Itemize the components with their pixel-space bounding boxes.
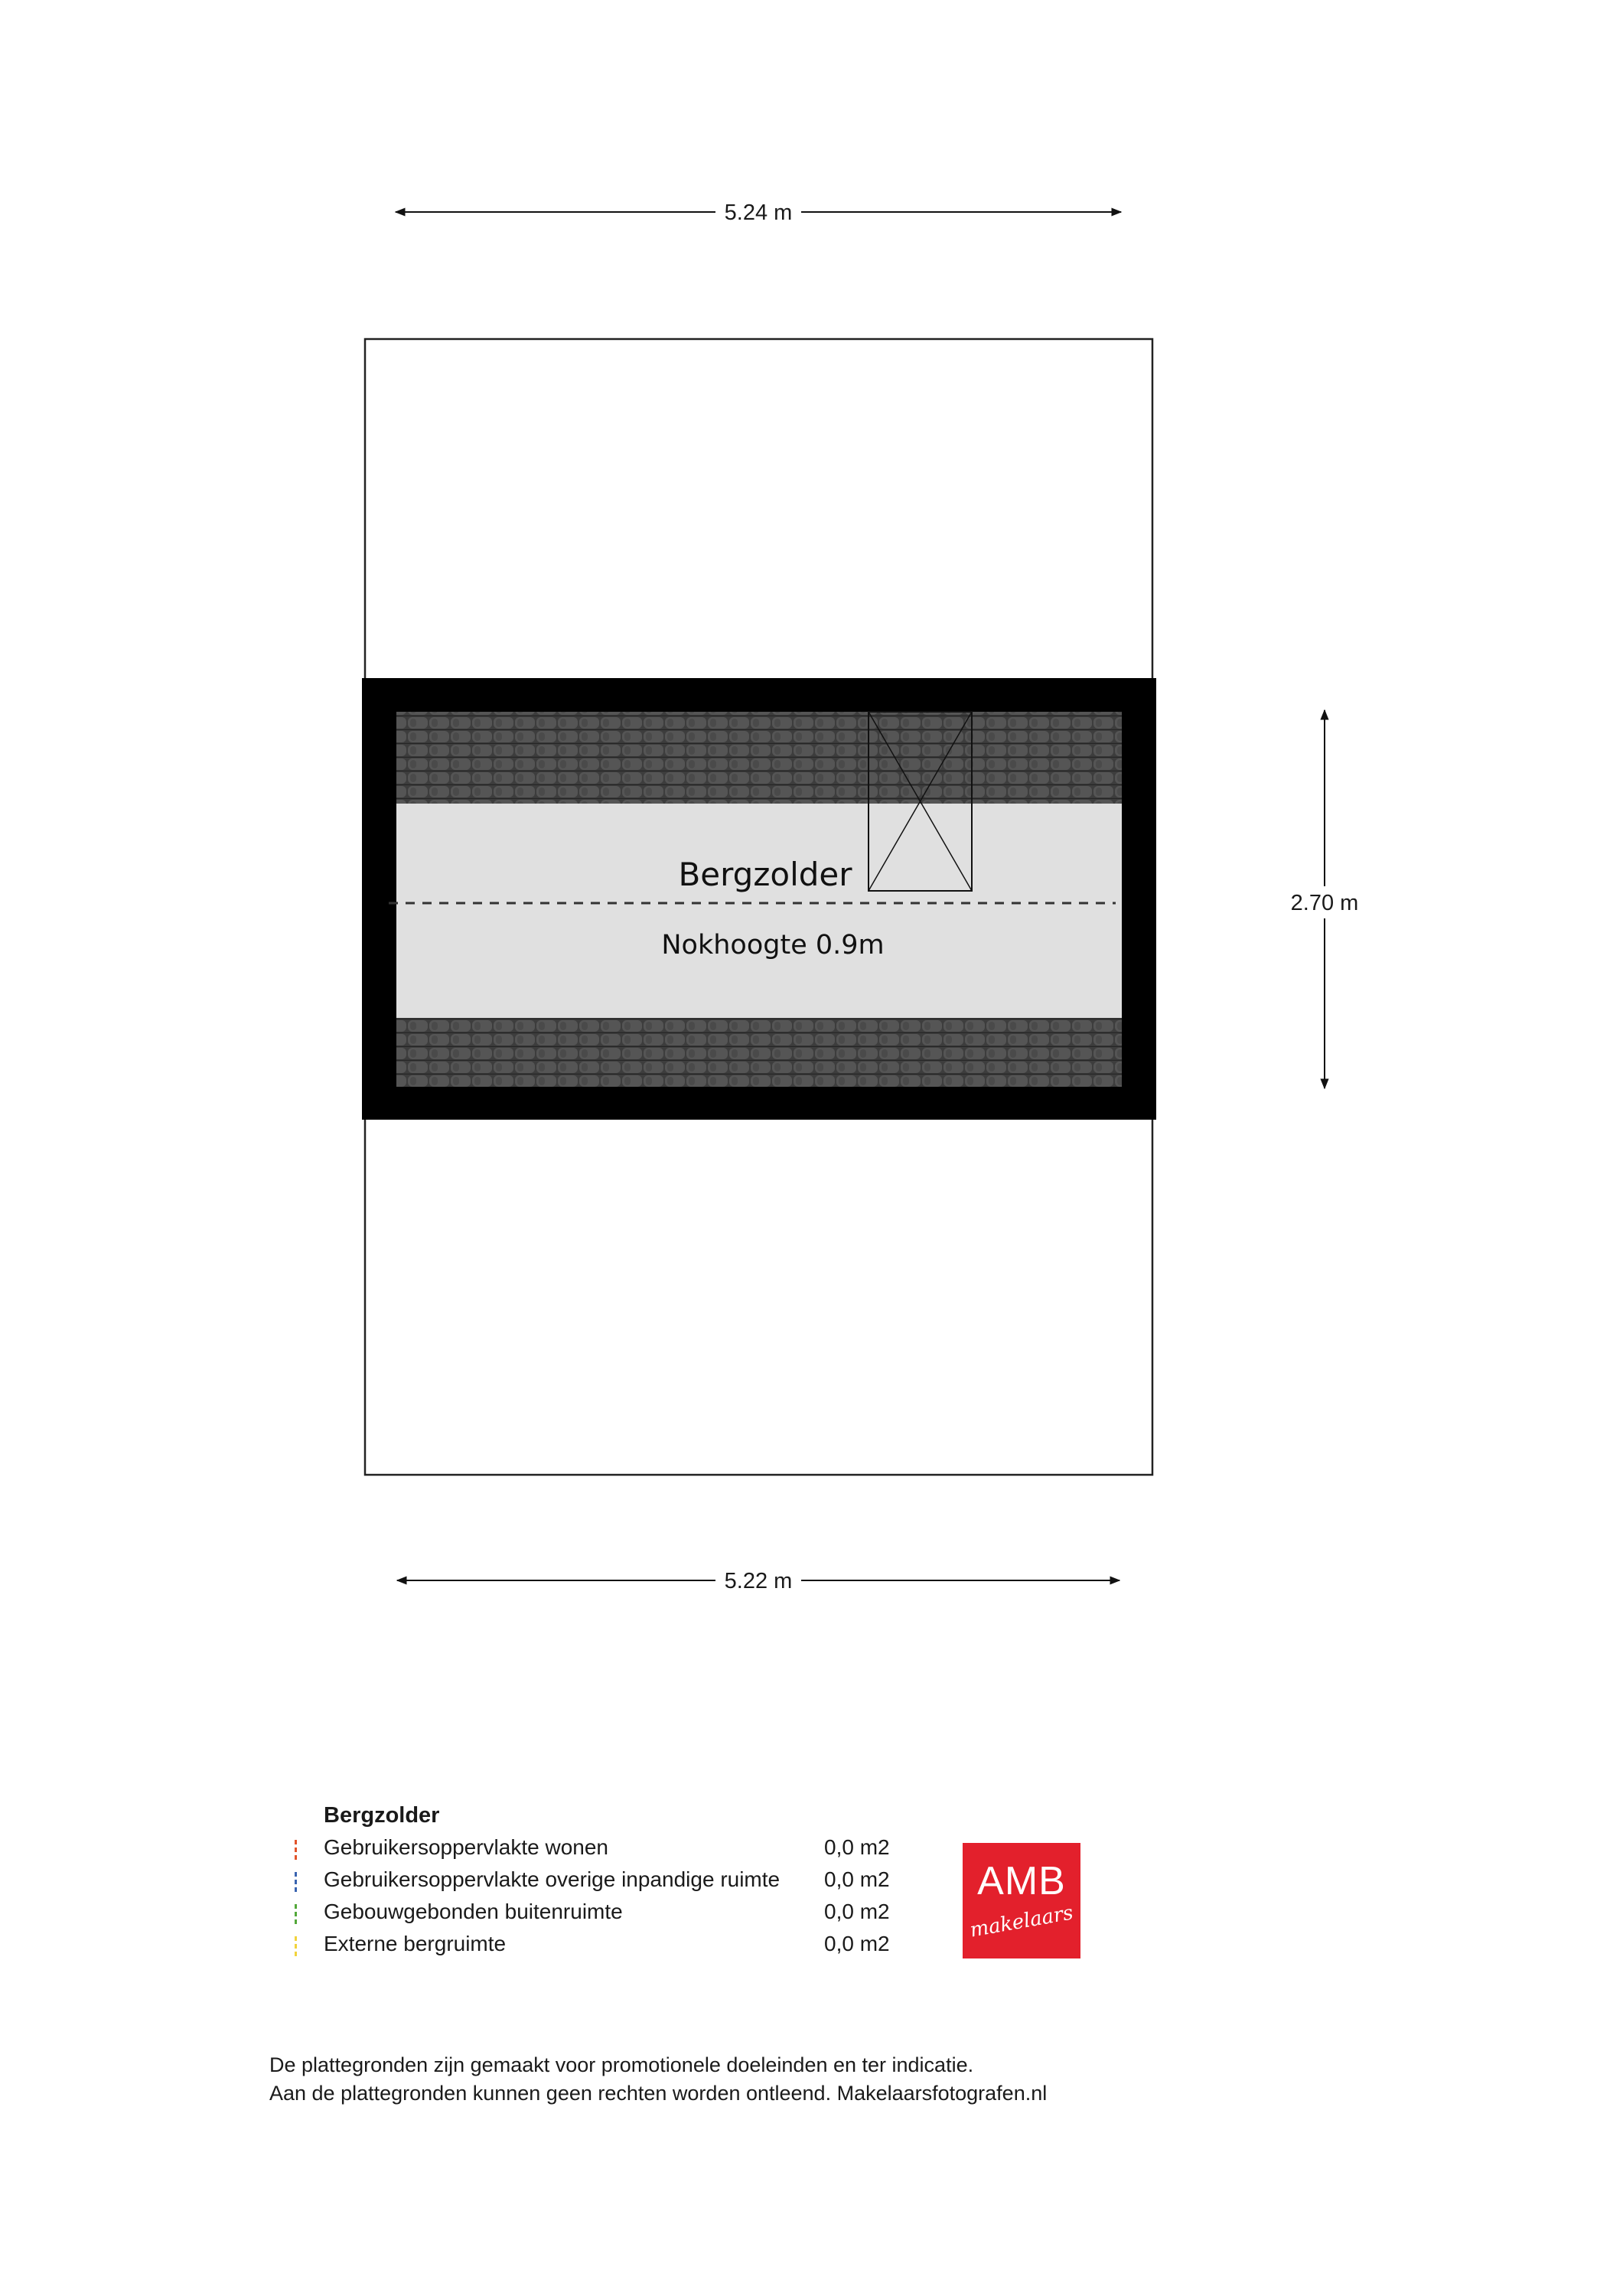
legend-row bbox=[287, 1867, 899, 1900]
legend-swatch bbox=[295, 1840, 297, 1860]
disclaimer-line: De plattegronden zijn gemaakt voor promotionele doeleinden en ter indicatie. bbox=[269, 2053, 974, 2076]
dimension-top bbox=[396, 201, 1121, 225]
dimension-bottom-label: 5.22 m bbox=[724, 1569, 793, 1593]
legend-label: Gebruikersoppervlakte wonen bbox=[324, 1835, 608, 1859]
legend-value: 0,0 m2 bbox=[824, 1867, 890, 1891]
dimension-top-label: 5.24 m bbox=[724, 201, 793, 225]
roof-tiles-top bbox=[396, 712, 1122, 804]
disclaimer bbox=[269, 2051, 1047, 2108]
disclaimer-line: Aan de plattegronden kunnen geen rechten worden ontleend. Makelaarsfotografen.nl bbox=[269, 2082, 1048, 2105]
legend-row bbox=[287, 1932, 899, 1964]
dimension-right bbox=[1291, 710, 1359, 1088]
legend-row bbox=[287, 1900, 899, 1932]
legend-label: Gebouwgebonden buitenruimte bbox=[324, 1900, 623, 1923]
legend-value: 0,0 m2 bbox=[824, 1835, 890, 1859]
legend-swatch bbox=[295, 1936, 297, 1956]
legend-value: 0,0 m2 bbox=[824, 1900, 890, 1923]
attic-floor bbox=[396, 804, 1122, 1018]
attic-room bbox=[362, 678, 1156, 1120]
legend-swatch bbox=[295, 1904, 297, 1924]
logo-main-text: AMB bbox=[977, 1859, 1066, 1903]
dimension-bottom bbox=[397, 1569, 1119, 1593]
logo-sub-text: makelaars bbox=[968, 1901, 1075, 1942]
legend-label: Gebruikersoppervlakte overige inpandige ruimte bbox=[324, 1867, 781, 1891]
legend-row bbox=[287, 1835, 899, 1867]
room-name: Bergzolder bbox=[678, 856, 852, 893]
legend-title: Bergzolder bbox=[324, 1803, 440, 1828]
roof-tiles-bottom bbox=[396, 1018, 1122, 1087]
legend-value: 0,0 m2 bbox=[824, 1932, 890, 1955]
ridge-height-label: Nokhoogte 0.9m bbox=[661, 930, 885, 960]
legend-swatch bbox=[295, 1872, 297, 1892]
amb-makelaars-logo bbox=[963, 1843, 1080, 1958]
legend-label: Externe bergruimte bbox=[324, 1932, 507, 1955]
dimension-right-label: 2.70 m bbox=[1290, 891, 1359, 915]
